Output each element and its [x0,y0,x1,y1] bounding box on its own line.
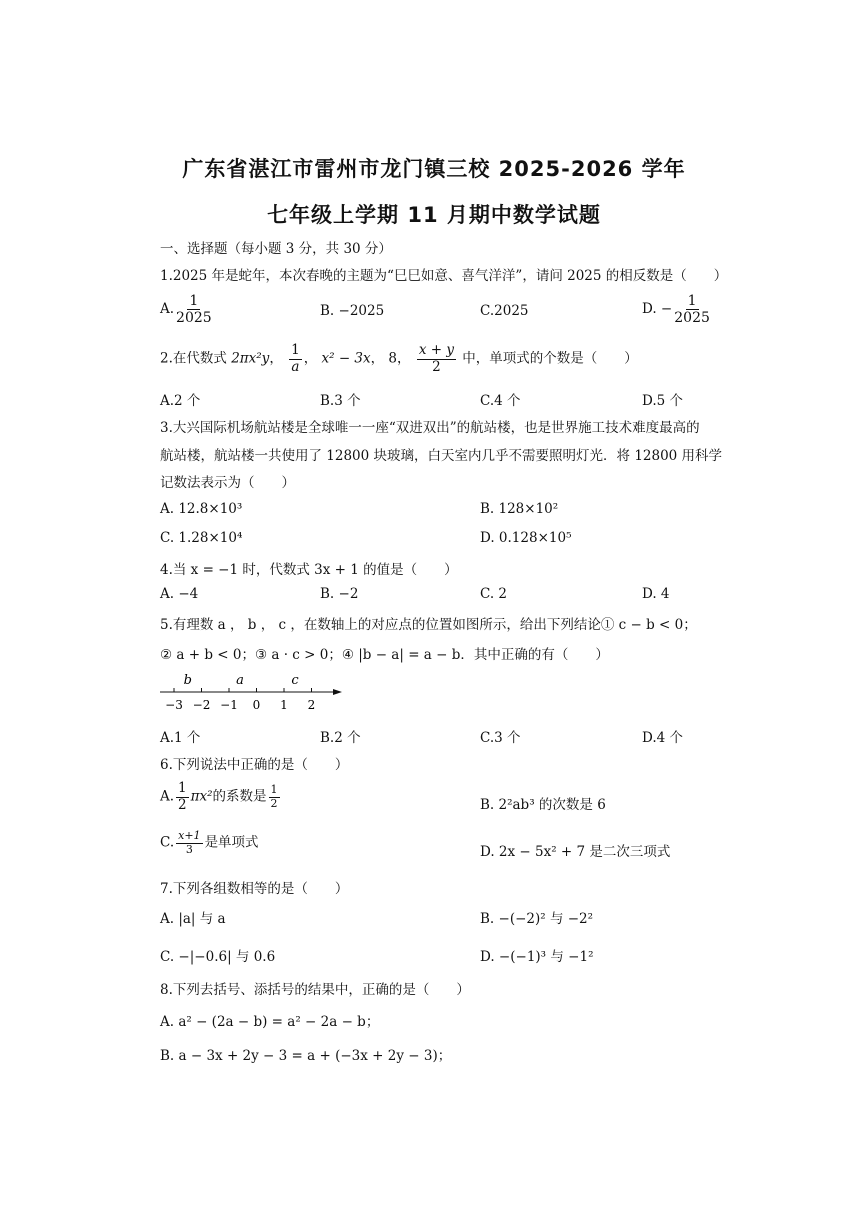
q7-option-a: A. |a| 与 a [160,911,226,927]
section-heading: 一、选择题（每小题 3 分，共 30 分） [160,241,392,257]
number-line-figure [160,672,350,714]
q1-option-a: A. $\frac{1}{2025}$ [160,293,212,327]
number-line-tick-label: −2 [192,698,211,712]
q2-option-a: A.2 个 [160,393,201,409]
q6-option-b: B. 2²ab³ 的次数是 6 [480,797,606,813]
number-line-tick-label: −3 [165,698,183,712]
q8-option-a: A. a² − (2a − b) = a² − 2a − b； [160,1014,380,1030]
exam-title-line1: 广东省湛江市雷州市龙门镇三校 2025-2026 学年 [182,157,686,181]
number-line-point-c: c [291,673,299,688]
q5-option-d: D.4 个 [642,730,684,746]
q8-option-b: B. a − 3x + 2y − 3 = a + (−3x + 2y − 3)； [160,1048,452,1064]
q6-option-c: C. $\frac{x+1}{3}$ 是单项式 [160,829,259,856]
number-line-tick-label: 2 [307,698,316,712]
q2-stem: 2.在代数式 2πx²y， $\frac{1}{a}$ ， x² − 3x， 8， $\frac{x + y}{2}$ 中，单项式的个数是（ ） [160,342,638,375]
number-line-tick-label: 0 [252,698,261,712]
exam-title-line2: 七年级上学期 11 月期中数学试题 [267,203,601,227]
q6-stem: 6.下列说法中正确的是（ ） [160,757,349,773]
q5-option-c: C.3 个 [480,730,521,746]
q3-option-a: A. 12.8×10³ [160,501,243,517]
q2-option-c: C.4 个 [480,393,521,409]
q1-option-b: B. −2025 [320,303,385,319]
q5-stem-line1: 5.有理数 a ， b ， c ，在数轴上的对应点的位置如图所示，给出下列结论① c − b < 0； [160,617,697,633]
number-line-tick-label: 1 [280,698,288,712]
q7-option-d: D. −(−1)³ 与 −1² [480,949,594,965]
q8-stem: 8.下列去括号、添括号的结果中，正确的是（ ） [160,982,470,998]
q3-option-c: C. 1.28×10⁴ [160,530,243,546]
q3-stem-line3: 记数法表示为（ ） [160,475,295,491]
q4-stem: 4.当 x = −1 时，代数式 3x + 1 的值是（ ） [160,562,458,578]
q2-option-d: D.5 个 [642,393,684,409]
q5-option-a: A.1 个 [160,730,201,746]
q3-stem-line2: 航站楼，航站楼一共使用了 12800 块玻璃，白天室内几乎不需要照明灯光．将 12800 用科学 [160,448,723,464]
number-line-tick-label: −1 [220,698,238,712]
q3-option-b: B. 128×10² [480,501,559,517]
q5-option-b: B.2 个 [320,730,361,746]
q5-stem-line2: ② a + b < 0；③ a · c > 0；④ |b − a| = a − b．其中正确的有（ ） [160,647,609,663]
number-line-arrow [333,689,342,695]
q7-option-b: B. −(−2)² 与 −2² [480,911,594,927]
q7-stem: 7.下列各组数相等的是（ ） [160,881,349,897]
number-line-point-a: a [236,673,244,688]
q4-option-b: B. −2 [320,586,359,602]
q2-option-b: B.3 个 [320,393,361,409]
q6-option-d: D. 2x − 5x² + 7 是二次三项式 [480,844,671,860]
q3-stem-line1: 3.大兴国际机场航站楼是全球唯一一座“双进双出”的航站楼，也是世界施工技术难度最高的 [160,420,700,436]
q4-option-c: C. 2 [480,586,508,602]
q1-option-d: D. − $\frac{1}{2025}$ [642,293,710,327]
q4-option-d: D. 4 [642,586,670,602]
q1-option-c: C.2025 [480,303,529,319]
q4-option-a: A. −4 [160,586,199,602]
number-line-point-b: b [183,673,192,688]
q3-option-d: D. 0.128×10⁵ [480,530,572,546]
q7-option-c: C. −|−0.6| 与 0.6 [160,949,276,965]
q1-stem: 1.2025 年是蛇年，本次春晚的主题为“巳巳如意、喜气洋洋”，请问 2025 的相反数是（ ） [160,268,728,284]
q6-option-a: A. $\frac{1}{2}$ πx²的系数是 $\frac{1}{2}$ [160,780,278,813]
